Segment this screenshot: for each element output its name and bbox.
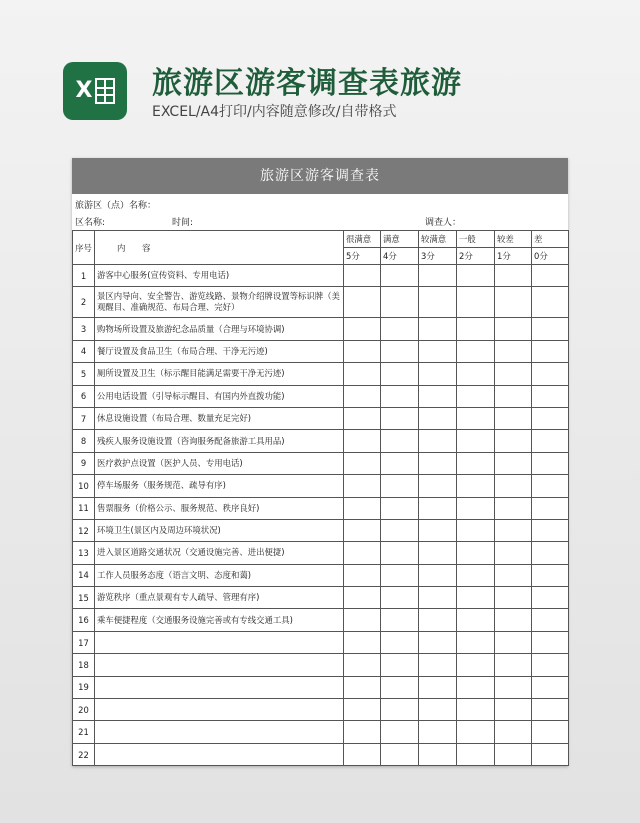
- table-row: [73, 721, 569, 743]
- row-number: 22: [73, 743, 95, 765]
- rating-cell[interactable]: [532, 363, 569, 385]
- rating-cell[interactable]: [344, 265, 381, 287]
- rating-cell[interactable]: [344, 340, 381, 362]
- survey-table: [72, 230, 569, 766]
- table-row: [73, 363, 569, 385]
- rating-cell[interactable]: [457, 743, 495, 765]
- table-row: [73, 385, 569, 407]
- rating-cell[interactable]: [457, 452, 495, 474]
- rating-cell[interactable]: [381, 699, 419, 721]
- row-item-text: 工作人员服务态度（语言文明、态度和蔼): [95, 564, 344, 586]
- rating-cell[interactable]: [457, 587, 495, 609]
- rating-cell[interactable]: [457, 542, 495, 564]
- score-header: 3分: [419, 248, 457, 265]
- rating-cell[interactable]: [457, 340, 495, 362]
- row-item-text: [95, 631, 344, 653]
- rating-cell[interactable]: [344, 452, 381, 474]
- row-item-text: 停车场服务（服务规范、疏导有序): [95, 475, 344, 497]
- content-header: [95, 231, 344, 265]
- rating-cell[interactable]: [344, 721, 381, 743]
- survey-sheet: [72, 158, 568, 766]
- rating-cell[interactable]: [457, 363, 495, 385]
- rating-cell[interactable]: [532, 430, 569, 452]
- row-item-text: 休息设施设置（布局合理、数量充足完好): [95, 407, 344, 429]
- rating-cell[interactable]: [495, 318, 532, 340]
- row-number: 14: [73, 564, 95, 586]
- rating-cell[interactable]: [344, 363, 381, 385]
- rating-cell[interactable]: [381, 609, 419, 631]
- rating-cell[interactable]: [381, 497, 419, 519]
- row-number: 11: [73, 497, 95, 519]
- rating-cell[interactable]: [532, 287, 569, 318]
- rating-header: 一般: [457, 231, 495, 248]
- rating-cell[interactable]: [495, 385, 532, 407]
- row-number: 9: [73, 452, 95, 474]
- rating-cell[interactable]: [495, 475, 532, 497]
- rating-cell[interactable]: [419, 265, 457, 287]
- table-row: [73, 564, 569, 586]
- row-item-text: 厕所设置及卫生（标示醒目能满足需要干净无污迹): [95, 363, 344, 385]
- row-number: 21: [73, 721, 95, 743]
- rating-cell[interactable]: [495, 407, 532, 429]
- rating-cell[interactable]: [495, 287, 532, 318]
- rating-cell[interactable]: [495, 519, 532, 541]
- row-number: 10: [73, 475, 95, 497]
- rating-cell[interactable]: [495, 631, 532, 653]
- row-number: 16: [73, 609, 95, 631]
- table-row: [73, 497, 569, 519]
- score-header: 0分: [532, 248, 569, 265]
- rating-cell[interactable]: [495, 609, 532, 631]
- rating-cell[interactable]: [381, 287, 419, 318]
- rating-cell[interactable]: [457, 609, 495, 631]
- rating-cell[interactable]: [419, 609, 457, 631]
- rating-cell[interactable]: [457, 699, 495, 721]
- rating-cell[interactable]: [381, 676, 419, 698]
- row-number: 7: [73, 407, 95, 429]
- row-item-text: 残疾人服务设施设置（咨询服务配备旅游工具用品): [95, 430, 344, 452]
- rating-cell[interactable]: [344, 542, 381, 564]
- rating-cell[interactable]: [457, 475, 495, 497]
- rating-cell[interactable]: [419, 676, 457, 698]
- rating-cell[interactable]: [344, 318, 381, 340]
- rating-cell[interactable]: [381, 265, 419, 287]
- rating-cell[interactable]: [381, 407, 419, 429]
- row-number: 6: [73, 385, 95, 407]
- rating-cell[interactable]: [381, 587, 419, 609]
- row-number: 8: [73, 430, 95, 452]
- rating-cell[interactable]: [344, 631, 381, 653]
- rating-cell[interactable]: [532, 609, 569, 631]
- surveyor-label: 调查人：: [425, 218, 462, 228]
- content-header-label: 内 容: [117, 242, 151, 253]
- rating-cell[interactable]: [344, 564, 381, 586]
- table-row: [73, 542, 569, 564]
- rating-cell[interactable]: [419, 587, 457, 609]
- rating-cell[interactable]: [381, 475, 419, 497]
- rating-cell[interactable]: [419, 452, 457, 474]
- rating-cell[interactable]: [457, 676, 495, 698]
- rating-cell[interactable]: [419, 475, 457, 497]
- row-item-text: 进入景区道路交通状况（交通设施完善、进出便捷): [95, 542, 344, 564]
- rating-cell[interactable]: [344, 497, 381, 519]
- score-header: 2分: [457, 248, 495, 265]
- rating-cell[interactable]: [532, 542, 569, 564]
- table-row: [73, 318, 569, 340]
- row-number: 2: [73, 287, 95, 318]
- rating-cell[interactable]: [495, 676, 532, 698]
- row-item-text: [95, 743, 344, 765]
- page-title: 旅游区游客调查表旅游: [152, 66, 462, 101]
- seq-header: 序号: [73, 231, 95, 265]
- rating-cell[interactable]: [495, 340, 532, 362]
- row-item-text: 售票服务（价格公示、服务规范、秩序良好): [95, 497, 344, 519]
- rating-cell[interactable]: [457, 631, 495, 653]
- table-row: [73, 407, 569, 429]
- rating-cell[interactable]: [381, 519, 419, 541]
- rating-cell[interactable]: [495, 497, 532, 519]
- rating-cell[interactable]: [419, 519, 457, 541]
- rating-cell[interactable]: [381, 318, 419, 340]
- rating-cell[interactable]: [344, 385, 381, 407]
- row-item-text: 购物场所设置及旅游纪念品质量（合理与环境协调): [95, 318, 344, 340]
- rating-cell[interactable]: [344, 699, 381, 721]
- table-row: [73, 676, 569, 698]
- score-header: 5分: [344, 248, 381, 265]
- row-item-text: [95, 654, 344, 676]
- row-number: 1: [73, 265, 95, 287]
- table-row: [73, 265, 569, 287]
- rating-cell[interactable]: [532, 385, 569, 407]
- row-item-text: [95, 721, 344, 743]
- rating-cell[interactable]: [344, 407, 381, 429]
- rating-cell[interactable]: [495, 721, 532, 743]
- rating-cell[interactable]: [344, 519, 381, 541]
- rating-cell[interactable]: [419, 564, 457, 586]
- rating-cell[interactable]: [532, 340, 569, 362]
- spreadsheet-grid-icon: [95, 78, 115, 104]
- rating-cell[interactable]: [381, 363, 419, 385]
- rating-cell[interactable]: [532, 721, 569, 743]
- table-row: [73, 475, 569, 497]
- area-name-label: 旅游区（点）名称：: [75, 201, 157, 211]
- rating-cell[interactable]: [381, 631, 419, 653]
- row-number: 12: [73, 519, 95, 541]
- rating-cell[interactable]: [532, 452, 569, 474]
- rating-cell[interactable]: [419, 631, 457, 653]
- rating-cell[interactable]: [344, 676, 381, 698]
- table-row: [73, 452, 569, 474]
- rating-cell[interactable]: [495, 542, 532, 564]
- rating-cell[interactable]: [532, 631, 569, 653]
- rating-cell[interactable]: [419, 430, 457, 452]
- rating-cell[interactable]: [419, 699, 457, 721]
- rating-cell[interactable]: [495, 430, 532, 452]
- table-row: [73, 340, 569, 362]
- row-number: 15: [73, 587, 95, 609]
- page-subtitle: EXCEL/A4打印/内容随意修改/自带格式: [152, 104, 397, 120]
- rating-cell[interactable]: [532, 743, 569, 765]
- row-number: 18: [73, 654, 95, 676]
- rating-cell[interactable]: [344, 609, 381, 631]
- row-number: 4: [73, 340, 95, 362]
- rating-cell[interactable]: [419, 340, 457, 362]
- rating-cell[interactable]: [532, 587, 569, 609]
- time-label: 时间:: [172, 218, 194, 228]
- rating-cell[interactable]: [457, 654, 495, 676]
- rating-cell[interactable]: [419, 721, 457, 743]
- rating-header: 很满意: [344, 231, 381, 248]
- row-number: 17: [73, 631, 95, 653]
- row-item-text: 医疗救护点设置（医护人员、专用电话): [95, 452, 344, 474]
- score-header: 4分: [381, 248, 419, 265]
- rating-cell[interactable]: [419, 743, 457, 765]
- rating-cell[interactable]: [495, 452, 532, 474]
- rating-cell[interactable]: [344, 430, 381, 452]
- rating-cell[interactable]: [419, 287, 457, 318]
- zone-label: 区名称:: [75, 218, 106, 228]
- table-row: [73, 654, 569, 676]
- rating-cell[interactable]: [381, 340, 419, 362]
- row-item-text: 游客中心服务(宣传资料、专用电话): [95, 265, 344, 287]
- row-item-text: [95, 699, 344, 721]
- score-header: 1分: [495, 248, 532, 265]
- rating-cell[interactable]: [344, 743, 381, 765]
- rating-header: 满意: [381, 231, 419, 248]
- table-row: [73, 519, 569, 541]
- rating-cell[interactable]: [381, 654, 419, 676]
- rating-header: 较差: [495, 231, 532, 248]
- rating-cell[interactable]: [532, 676, 569, 698]
- rating-cell[interactable]: [532, 265, 569, 287]
- rating-cell[interactable]: [457, 721, 495, 743]
- rating-cell[interactable]: [532, 475, 569, 497]
- rating-cell[interactable]: [419, 542, 457, 564]
- rating-cell[interactable]: [532, 564, 569, 586]
- rating-cell[interactable]: [419, 385, 457, 407]
- rating-cell[interactable]: [457, 519, 495, 541]
- rating-header: 较满意: [419, 231, 457, 248]
- rating-cell[interactable]: [532, 519, 569, 541]
- rating-cell[interactable]: [457, 287, 495, 318]
- rating-cell[interactable]: [457, 318, 495, 340]
- rating-cell[interactable]: [344, 654, 381, 676]
- table-row: [73, 609, 569, 631]
- row-item-text: [95, 676, 344, 698]
- rating-cell[interactable]: [495, 587, 532, 609]
- row-item-text: 景区内导向、安全警告、游览线路、景物介绍牌设置等标识牌（美观醒目、准确规范、布局合理、完好）: [95, 287, 344, 318]
- table-row: [73, 631, 569, 653]
- rating-cell[interactable]: [532, 654, 569, 676]
- rating-cell[interactable]: [495, 363, 532, 385]
- rating-cell[interactable]: [381, 452, 419, 474]
- row-item-text: 环境卫生(景区内及周边环境状况): [95, 519, 344, 541]
- sheet-title: 旅游区游客调查表: [72, 158, 568, 194]
- rating-cell[interactable]: [457, 564, 495, 586]
- rating-cell[interactable]: [381, 385, 419, 407]
- rating-cell[interactable]: [495, 699, 532, 721]
- rating-header: 差: [532, 231, 569, 248]
- row-item-text: 公用电话设置（引导标示醒目、有国内外直拨功能): [95, 385, 344, 407]
- rating-cell[interactable]: [532, 407, 569, 429]
- row-number: 5: [73, 363, 95, 385]
- row-item-text: 乘车便捷程度（交通服务设施完善或有专线交通工具): [95, 609, 344, 631]
- rating-cell[interactable]: [381, 542, 419, 564]
- excel-logo-icon: [63, 62, 127, 120]
- table-row: [73, 287, 569, 318]
- rating-cell[interactable]: [457, 265, 495, 287]
- row-number: 19: [73, 676, 95, 698]
- rating-cell[interactable]: [419, 497, 457, 519]
- rating-cell[interactable]: [344, 287, 381, 318]
- rating-cell[interactable]: [419, 407, 457, 429]
- rating-cell[interactable]: [381, 743, 419, 765]
- row-number: 3: [73, 318, 95, 340]
- rating-cell[interactable]: [419, 654, 457, 676]
- table-row: [73, 430, 569, 452]
- rating-cell[interactable]: [532, 699, 569, 721]
- row-item-text: 游览秩序（重点景观有专人疏导、管理有序): [95, 587, 344, 609]
- rating-cell[interactable]: [457, 385, 495, 407]
- table-row: [73, 699, 569, 721]
- rating-cell[interactable]: [457, 407, 495, 429]
- row-number: 13: [73, 542, 95, 564]
- table-row: [73, 743, 569, 765]
- rating-cell[interactable]: [532, 497, 569, 519]
- row-item-text: 餐厅设置及食品卫生（布局合理、干净无污迹): [95, 340, 344, 362]
- rating-cell[interactable]: [381, 430, 419, 452]
- row-number: 20: [73, 699, 95, 721]
- rating-cell[interactable]: [495, 654, 532, 676]
- excel-logo-letter: X: [75, 78, 93, 103]
- rating-cell[interactable]: [495, 265, 532, 287]
- rating-cell[interactable]: [419, 318, 457, 340]
- table-row: [73, 587, 569, 609]
- rating-cell[interactable]: [532, 318, 569, 340]
- rating-cell[interactable]: [344, 475, 381, 497]
- rating-cell[interactable]: [381, 721, 419, 743]
- rating-cell[interactable]: [495, 743, 532, 765]
- rating-cell[interactable]: [419, 363, 457, 385]
- rating-cell[interactable]: [457, 430, 495, 452]
- rating-cell[interactable]: [457, 497, 495, 519]
- rating-cell[interactable]: [344, 587, 381, 609]
- rating-cell[interactable]: [495, 564, 532, 586]
- rating-cell[interactable]: [381, 564, 419, 586]
